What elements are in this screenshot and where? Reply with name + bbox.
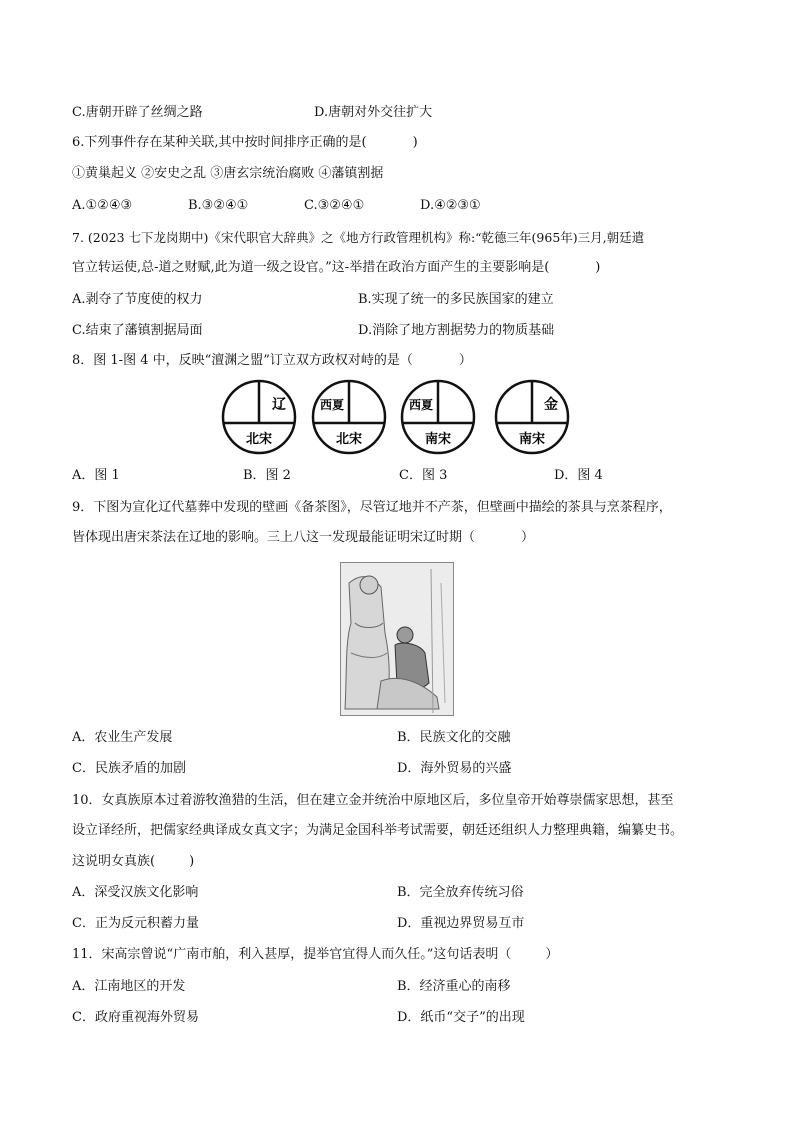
q6-stem-text: 6.下列事件存在某种关联,其中按时间排序正确的是( <box>72 135 367 150</box>
q7-option-a: A.剥夺了节度使的权力 <box>72 292 203 307</box>
q6-option-d: D.④②③① <box>420 198 481 213</box>
q7-option-b: B.实现了统一的多民族国家的建立 <box>358 292 554 307</box>
q11-option-d: D．纸币“交子”的出现 <box>397 1010 525 1025</box>
q9-stem-line1: 9．下图为宣化辽代墓葬中发现的壁画《备茶图》，尽管辽地并不产茶，但壁画中描绘的茶具与烹茶程序， <box>72 500 672 515</box>
q11-option-a: A．江南地区的开发 <box>72 979 186 994</box>
q6-option-b: B.③②④① <box>188 198 249 213</box>
q10-option-a: A．深受汉族文化影响 <box>72 885 199 900</box>
q10-stem-line3 <box>72 853 194 871</box>
q6-events: ①黄巢起义 ②安史之乱 ③唐玄宗统治腐败 ④藩镇割据 <box>72 166 384 181</box>
q11-close-paren: ） <box>545 947 559 962</box>
figure-4-top-right: 金 <box>544 397 558 413</box>
q6-stem <box>72 134 418 152</box>
figure-2-bottom: 北宋 <box>335 432 363 447</box>
q9-close-paren: ） <box>521 530 535 545</box>
q6-close-paren: ) <box>412 135 418 150</box>
q7-stem-text: 官立转运使,总-道之财赋,此为道一级之设官。”这-举措在政治方面产生的主要影响是( <box>72 260 550 275</box>
q10-stem-line1: 10．女真族原本过着游牧渔猎的生活，但在建立金并统治中原地区后，多位皇帝开始尊崇儒家思想，甚至 <box>72 793 674 808</box>
figure-2-top-left: 西夏 <box>319 398 345 412</box>
q9-option-a: A．农业生产发展 <box>72 730 173 745</box>
q10-stem-text: 这说明女真族( <box>72 854 156 869</box>
q7-option-d: D.消除了地方割据势力的物质基础 <box>358 323 555 338</box>
q10-option-c: C．正为反元积蓄力量 <box>72 916 199 931</box>
q10-option-b: B．完全放弃传统习俗 <box>397 885 524 900</box>
q5-option-d: D.唐朝对外交往扩大 <box>314 105 433 120</box>
figure-2-circle <box>311 379 387 455</box>
q8-option-c: C．图 3 <box>399 468 448 483</box>
figure-1-top-right: 辽 <box>272 397 286 413</box>
q8-stem-text: 8．图 1-图 4 中，反映“澶渊之盟”订立双方政权对峙的是（ <box>72 353 413 368</box>
q11-option-c: C．政府重视海外贸易 <box>72 1010 199 1025</box>
figure-4-circle <box>494 379 570 455</box>
mural-sketch <box>341 563 453 715</box>
q8-close-paren: ） <box>458 353 472 368</box>
q11-stem <box>72 946 558 964</box>
q5-option-c: C.唐朝开辟了丝绸之路 <box>72 105 203 120</box>
figure-1-circle <box>221 379 297 455</box>
mural-picture <box>340 562 454 716</box>
q10-option-d: D．重视边界贸易互市 <box>397 916 525 931</box>
q11-stem-text: 11．宋高宗曾说“广南市舶，利入甚厚，提举官宜得人而久任。”这句话表明（ <box>72 947 512 962</box>
q8-stem <box>72 352 472 370</box>
figure-4-bottom: 南宋 <box>518 432 546 447</box>
q7-stem-line2 <box>72 259 600 277</box>
q9-option-b: B．民族文化的交融 <box>397 730 511 745</box>
q9-stem-text: 皆体现出唐宋茶法在辽地的影响。三上八这一发现最能证明宋辽时期（ <box>72 530 476 545</box>
q7-option-c: C.结束了藩镇割据局面 <box>72 323 203 338</box>
q9-option-d: D．海外贸易的兴盛 <box>397 761 512 776</box>
q7-stem-line1: 7. (2023 七下龙岗期中)《宋代职官大辞典》之《地方行政管理机构》称:“乾德三年(965年)三月,朝廷遣 <box>72 230 645 245</box>
q10-stem-line2: 设立译经所，把儒家经典译成女真文字；为满足金国科举考试需要，朝廷还组织人力整理典籍，编纂史书。 <box>72 823 684 838</box>
figure-1-bottom: 北宋 <box>245 432 273 447</box>
q8-option-d: D．图 4 <box>554 468 603 483</box>
q10-close-paren: ) <box>189 854 195 869</box>
q9-stem-line2 <box>72 529 534 547</box>
q8-option-a: A．图 1 <box>72 468 120 483</box>
q8-option-b: B．图 2 <box>243 468 291 483</box>
figure-3-circle <box>400 379 476 455</box>
q9-option-c: C．民族矛盾的加剧 <box>72 761 186 776</box>
q6-option-a: A.①②④③ <box>72 198 133 213</box>
q7-close-paren: ) <box>595 260 601 275</box>
q6-option-c: C.③②④① <box>304 198 365 213</box>
figure-3-top-left: 西夏 <box>408 398 434 412</box>
figure-3-bottom: 南宋 <box>424 432 452 447</box>
q11-option-b: B．经济重心的南移 <box>397 979 511 994</box>
